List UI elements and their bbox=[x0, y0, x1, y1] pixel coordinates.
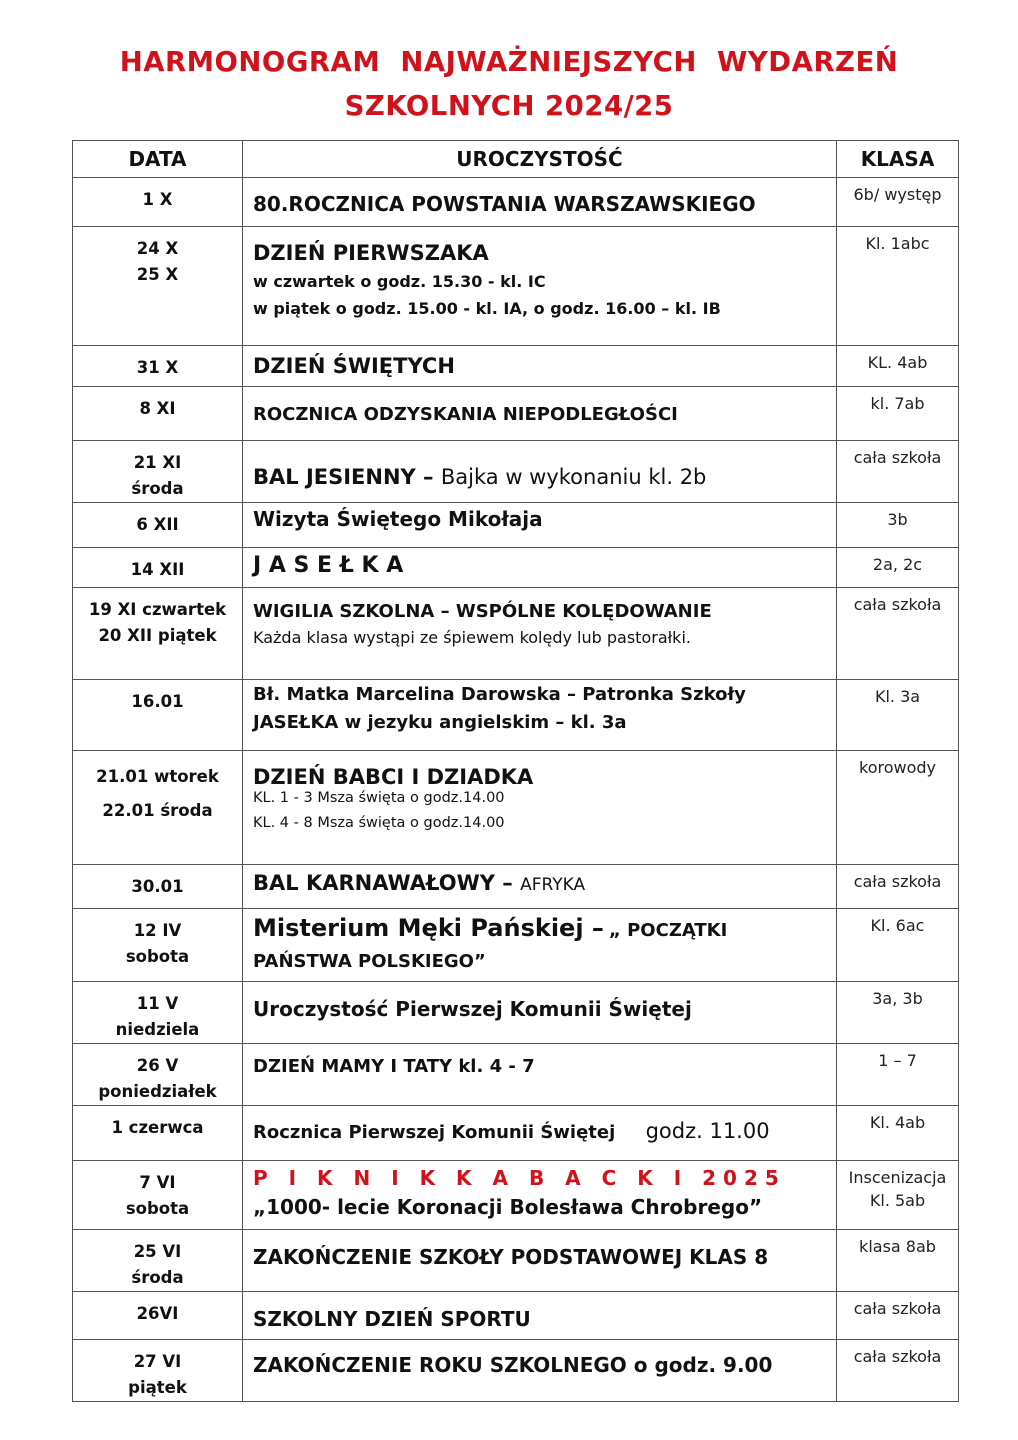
date-line: środa bbox=[131, 479, 184, 498]
class-label: Kl. 4ab bbox=[869, 1113, 926, 1132]
date-cell bbox=[73, 909, 243, 982]
class-cell bbox=[837, 909, 959, 982]
table-row bbox=[73, 441, 959, 503]
date-line: 26VI bbox=[136, 1304, 179, 1323]
class-label: Inscenizacja bbox=[848, 1168, 947, 1187]
event-title: Rocznica Pierwszej Komunii Świętej bbox=[253, 1122, 616, 1143]
event-detail: w czwartek o godz. 15.30 - kl. IC bbox=[253, 272, 546, 291]
class-cell bbox=[837, 680, 959, 751]
date-cell bbox=[73, 387, 243, 441]
date-line: 6 XII bbox=[136, 515, 179, 534]
class-cell bbox=[837, 1292, 959, 1340]
table-row bbox=[73, 1292, 959, 1340]
event-cell bbox=[243, 178, 837, 227]
date-line: 25 X bbox=[136, 265, 179, 284]
class-cell bbox=[837, 227, 959, 346]
title-line-1: HARMONOGRAM NAJWAŻNIEJSZYCH WYDARZEŃ bbox=[119, 46, 899, 78]
event-cell bbox=[243, 680, 837, 751]
date-line: 1 X bbox=[142, 190, 173, 209]
date-cell bbox=[73, 503, 243, 548]
date-line: 19 XI czwartek bbox=[88, 600, 227, 619]
table-row bbox=[73, 1340, 959, 1402]
date-cell bbox=[73, 1044, 243, 1106]
class-cell bbox=[837, 1340, 959, 1402]
date-line: 16.01 bbox=[131, 692, 184, 711]
class-label: klasa 8ab bbox=[859, 1237, 936, 1256]
event-cell bbox=[243, 1340, 837, 1402]
table-row bbox=[73, 751, 959, 865]
date-cell bbox=[73, 1161, 243, 1230]
date-line: 24 X bbox=[136, 239, 179, 258]
date-line: 21.01 wtorek bbox=[96, 767, 219, 786]
event-cell bbox=[243, 441, 837, 503]
table-row bbox=[73, 346, 959, 387]
date-cell bbox=[73, 227, 243, 346]
date-line: poniedziałek bbox=[98, 1082, 217, 1101]
table-row bbox=[73, 178, 959, 227]
class-cell bbox=[837, 751, 959, 865]
class-label: cała szkoła bbox=[853, 872, 942, 891]
class-cell bbox=[837, 387, 959, 441]
date-cell bbox=[73, 1340, 243, 1402]
event-title: SZKOLNY DZIEŃ SPORTU bbox=[253, 1307, 531, 1331]
class-label: cała szkoła bbox=[853, 595, 942, 614]
header-row bbox=[73, 141, 959, 178]
date-line: 20 XII piątek bbox=[98, 626, 217, 645]
event-cell bbox=[243, 982, 837, 1044]
event-detail: KL. 1 - 3 Msza święta o godz.14.00 bbox=[253, 790, 505, 806]
event-cell bbox=[243, 1161, 837, 1230]
event-title: DZIEŃ MAMY I TATY kl. 4 - 7 bbox=[253, 1056, 535, 1077]
event-cell bbox=[243, 751, 837, 865]
class-label: 2a, 2c bbox=[872, 555, 923, 574]
table-row bbox=[73, 227, 959, 346]
event-title: BAL KARNAWAŁOWY – bbox=[253, 871, 513, 895]
event-cell bbox=[243, 1106, 837, 1161]
table-row bbox=[73, 387, 959, 441]
class-cell bbox=[837, 588, 959, 680]
table-row bbox=[73, 588, 959, 680]
date-line: 22.01 środa bbox=[102, 801, 213, 820]
event-title: BAL JESIENNY – bbox=[253, 465, 434, 489]
class-cell bbox=[837, 1230, 959, 1292]
class-label: cała szkoła bbox=[853, 1299, 942, 1318]
event-title: ZAKOŃCZENIE ROKU SZKOLNEGO o godz. 9.00 bbox=[253, 1353, 773, 1377]
date-line: 30.01 bbox=[131, 877, 184, 896]
event-title: 80.ROCZNICA POWSTANIA WARSZAWSKIEGO bbox=[253, 192, 756, 216]
date-cell bbox=[73, 982, 243, 1044]
event-title: P I K N I K K A B A C K I 2025 bbox=[253, 1166, 786, 1190]
event-detail: PAŃSTWA POLSKIEGO” bbox=[253, 951, 486, 972]
event-cell bbox=[243, 1292, 837, 1340]
date-cell bbox=[73, 548, 243, 588]
date-line: 11 V bbox=[136, 994, 179, 1013]
date-line: 7 VI bbox=[139, 1173, 176, 1192]
class-cell bbox=[837, 178, 959, 227]
class-cell bbox=[837, 1044, 959, 1106]
class-cell bbox=[837, 1161, 959, 1230]
date-line: 26 V bbox=[136, 1056, 179, 1075]
date-cell bbox=[73, 751, 243, 865]
date-cell bbox=[73, 588, 243, 680]
event-cell bbox=[243, 503, 837, 548]
date-line: 27 VI bbox=[133, 1352, 182, 1371]
date-cell bbox=[73, 178, 243, 227]
class-cell bbox=[837, 346, 959, 387]
event-cell bbox=[243, 1044, 837, 1106]
event-cell bbox=[243, 1230, 837, 1292]
table-row bbox=[73, 1230, 959, 1292]
class-cell bbox=[837, 865, 959, 909]
date-line: sobota bbox=[125, 1199, 190, 1218]
event-extra: godz. 11.00 bbox=[645, 1119, 770, 1143]
class-label: 6b/ występ bbox=[853, 185, 942, 204]
date-cell bbox=[73, 680, 243, 751]
table-row bbox=[73, 909, 959, 982]
table-row bbox=[73, 982, 959, 1044]
table-row bbox=[73, 1161, 959, 1230]
date-cell bbox=[73, 441, 243, 503]
class-cell bbox=[837, 548, 959, 588]
class-label: Kl. 5ab bbox=[869, 1191, 926, 1210]
date-line: 14 XII bbox=[130, 560, 185, 579]
date-cell bbox=[73, 1292, 243, 1340]
event-cell bbox=[243, 865, 837, 909]
event-cell bbox=[243, 588, 837, 680]
date-cell bbox=[73, 346, 243, 387]
event-title: Wizyta Świętego Mikołaja bbox=[253, 507, 543, 531]
date-line: piątek bbox=[128, 1378, 187, 1397]
class-cell bbox=[837, 1106, 959, 1161]
date-line: 31 X bbox=[136, 358, 179, 377]
event-extra: AFRYKA bbox=[520, 875, 586, 895]
date-line: środa bbox=[131, 1268, 184, 1287]
date-line: sobota bbox=[125, 947, 190, 966]
schedule-table bbox=[72, 140, 959, 1402]
event-cell bbox=[243, 909, 837, 982]
table-row bbox=[73, 680, 959, 751]
event-detail: Każda klasa wystąpi ze śpiewem kolędy lub pastorałki. bbox=[253, 628, 691, 647]
class-cell bbox=[837, 982, 959, 1044]
class-cell bbox=[837, 441, 959, 503]
event-title: Uroczystość Pierwszej Komunii Świętej bbox=[253, 997, 692, 1021]
header-date: DATA bbox=[73, 141, 243, 178]
class-label: cała szkoła bbox=[853, 1347, 942, 1366]
table-row bbox=[73, 1106, 959, 1161]
event-cell bbox=[243, 227, 837, 346]
class-cell bbox=[837, 503, 959, 548]
class-label: 1 – 7 bbox=[878, 1051, 917, 1070]
date-cell bbox=[73, 1230, 243, 1292]
table-row bbox=[73, 503, 959, 548]
event-detail: „1000- lecie Koronacji Bolesława Chrobrego” bbox=[253, 1195, 763, 1219]
class-label: Kl. 3a bbox=[874, 687, 921, 706]
class-label: kl. 7ab bbox=[870, 394, 925, 413]
event-detail: KL. 4 - 8 Msza święta o godz.14.00 bbox=[253, 815, 505, 831]
class-label: Kl. 1abc bbox=[865, 234, 930, 253]
event-title: J A S E Ł K A bbox=[253, 553, 404, 578]
table-row bbox=[73, 1044, 959, 1106]
event-title: ZAKOŃCZENIE SZKOŁY PODSTAWOWEJ KLAS 8 bbox=[253, 1245, 769, 1269]
table-row bbox=[73, 865, 959, 909]
event-cell bbox=[243, 548, 837, 588]
event-title: Bł. Matka Marcelina Darowska – Patronka Szkoły bbox=[253, 684, 746, 705]
event-detail: w piątek o godz. 15.00 - kl. IA, o godz. 16.00 – kl. IB bbox=[253, 299, 721, 318]
event-title: WIGILIA SZKOLNA – WSPÓLNE KOLĘDOWANIE bbox=[253, 601, 712, 622]
class-label: 3a, 3b bbox=[872, 989, 923, 1008]
class-label: Kl. 6ac bbox=[870, 916, 925, 935]
event-extra: Bajka w wykonaniu kl. 2b bbox=[440, 465, 707, 489]
event-title: DZIEŃ ŚWIĘTYCH bbox=[253, 354, 455, 378]
date-line: 25 VI bbox=[133, 1242, 182, 1261]
class-label: korowody bbox=[859, 758, 936, 777]
event-title: Misterium Męki Pańskiej – bbox=[253, 914, 604, 942]
event-cell bbox=[243, 387, 837, 441]
event-title: ROCZNICA ODZYSKANIA NIEPODLEGŁOŚCI bbox=[253, 404, 678, 425]
date-cell bbox=[73, 1106, 243, 1161]
date-line: 1 czerwca bbox=[111, 1118, 204, 1137]
document-title bbox=[0, 40, 1018, 128]
class-label: KL. 4ab bbox=[867, 353, 928, 372]
class-label: 3b bbox=[887, 510, 908, 529]
date-line: niedziela bbox=[115, 1020, 200, 1039]
table-row bbox=[73, 548, 959, 588]
title-line-2: SZKOLNYCH 2024/25 bbox=[344, 90, 674, 122]
event-cell bbox=[243, 346, 837, 387]
date-line: 21 XI bbox=[133, 453, 182, 472]
class-label: cała szkoła bbox=[853, 448, 942, 467]
date-cell bbox=[73, 865, 243, 909]
event-extra: „ POCZĄTKI bbox=[609, 920, 728, 941]
header-event: UROCZYSTOŚĆ bbox=[243, 141, 837, 178]
header-class: KLASA bbox=[837, 141, 959, 178]
date-line: 8 XI bbox=[139, 399, 176, 418]
event-title: DZIEŃ PIERWSZAKA bbox=[253, 241, 489, 265]
date-line: 12 IV bbox=[133, 921, 182, 940]
event-title: DZIEŃ BABCI I DZIADKA bbox=[253, 765, 534, 789]
event-detail: JASEŁKA w jezyku angielskim – kl. 3a bbox=[253, 712, 627, 733]
